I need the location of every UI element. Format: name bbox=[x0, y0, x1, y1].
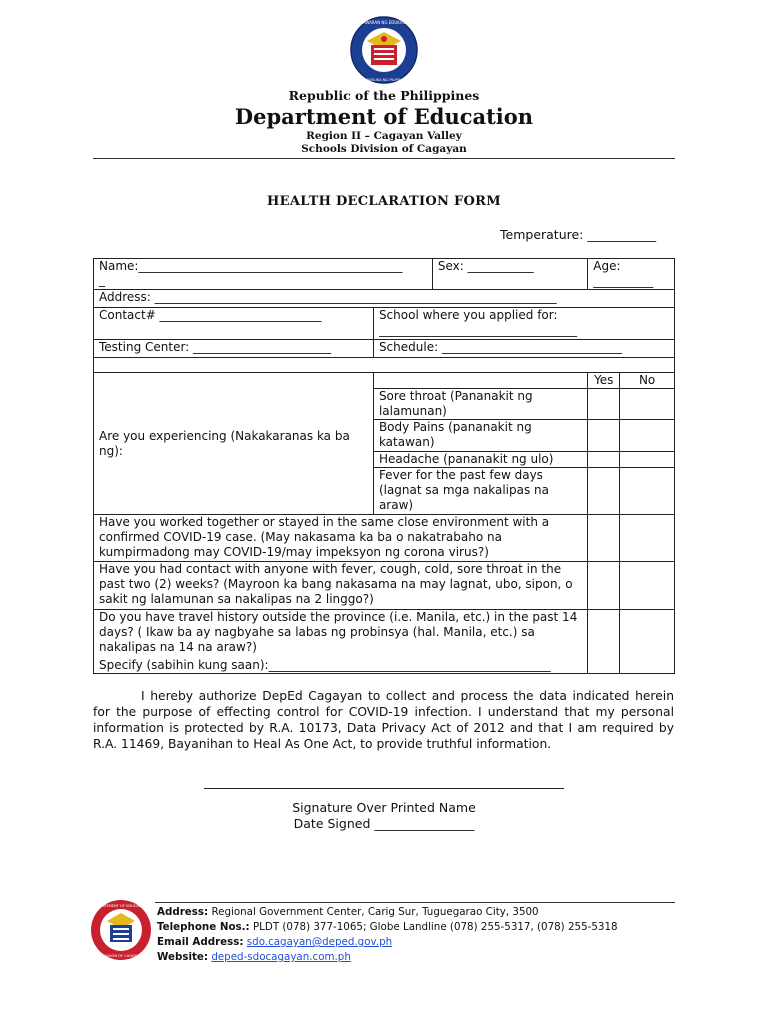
contact-field[interactable]: Contact# ___________________________ bbox=[99, 308, 322, 322]
age-cell[interactable] bbox=[588, 259, 675, 290]
name-cell[interactable] bbox=[94, 259, 433, 290]
schedule-field[interactable]: Schedule: ______________________________ bbox=[378, 340, 622, 354]
symptom-body-pains-yes-box[interactable] bbox=[588, 420, 620, 452]
school-cell[interactable] bbox=[373, 308, 674, 340]
experiencing-question: Are you experiencing (Nakakaranas ka ba ng): bbox=[99, 428, 350, 458]
covid-contact-question: Have you worked together or stayed in the same close environment with a confirmed COVID-19 case. (May nakasama ka ba o nakatrabaho na kumpirmadong may COVID-19/may impeksyon ng corona virus?) bbox=[94, 515, 588, 562]
symptom-header-blank bbox=[373, 373, 587, 389]
symptom-headache-yes-box[interactable] bbox=[588, 452, 620, 468]
school-field: School where you applied for: bbox=[378, 308, 558, 322]
covid-contact-no-box[interactable] bbox=[620, 515, 675, 562]
footer-address-label: Address: bbox=[157, 906, 209, 918]
fever-contact-yes-box[interactable] bbox=[588, 562, 620, 610]
symptom-sore-throat-yes-box[interactable] bbox=[588, 389, 620, 420]
spacer-row bbox=[94, 358, 675, 373]
symptom-label: Headache (pananakit ng ulo) bbox=[373, 452, 587, 468]
region-heading: Region II – Cagayan Valley bbox=[306, 130, 462, 142]
sex-field[interactable]: Sex: ___________ bbox=[437, 259, 534, 273]
division-heading: Schools Division of Cagayan bbox=[301, 143, 467, 155]
svg-text:KAGAWARAN NG EDUKASYON: KAGAWARAN NG EDUKASYON bbox=[354, 20, 414, 25]
footer-website bbox=[157, 951, 351, 963]
footer-address bbox=[157, 906, 539, 918]
footer-divider bbox=[155, 902, 675, 903]
health-declaration-table bbox=[93, 258, 675, 674]
svg-text:DIVISION OF CAGAYAN: DIVISION OF CAGAYAN bbox=[100, 954, 142, 958]
travel-yes-box[interactable] bbox=[588, 610, 620, 674]
address-field[interactable]: Address: ___________________________________________________________________ bbox=[99, 290, 557, 304]
testing-center-cell[interactable] bbox=[94, 340, 374, 358]
date-signed-field[interactable]: Date Signed ________________ bbox=[293, 816, 475, 831]
column-no-header: No bbox=[620, 373, 675, 389]
republic-heading: Republic of the Philippines bbox=[288, 88, 480, 103]
schedule-cell[interactable] bbox=[373, 340, 674, 358]
footer-website-link[interactable]: deped-sdocagayan.com.ph bbox=[211, 951, 351, 963]
sex-cell[interactable] bbox=[432, 259, 587, 290]
address-cell[interactable] bbox=[94, 290, 675, 308]
temperature-field[interactable]: Temperature: ___________ bbox=[500, 227, 657, 242]
symptom-fever-no-box[interactable] bbox=[620, 468, 675, 515]
deped-seal-logo bbox=[349, 15, 419, 85]
travel-question: Do you have travel history outside the province (i.e. Manila, etc.) in the past 14 days? ( Ikaw ba ay nagbyahe sa labas ng probinsya (hal. Manila, etc.) sa nakalipas na 14 na araw?) bbox=[94, 610, 588, 658]
travel-no-box[interactable] bbox=[620, 610, 675, 674]
symptom-body-pains-no-box[interactable] bbox=[620, 420, 675, 452]
footer-website-label: Website: bbox=[157, 951, 209, 963]
symptom-label: Sore throat (Pananakit ng lalamunan) bbox=[373, 389, 587, 420]
contact-cell[interactable] bbox=[94, 308, 374, 340]
symptom-headache-no-box[interactable] bbox=[620, 452, 675, 468]
school-line[interactable]: _________________________________ bbox=[378, 323, 577, 337]
signature-line[interactable] bbox=[204, 788, 564, 789]
symptom-label: Body Pains (pananakit ng katawan) bbox=[373, 420, 587, 452]
symptom-label: Fever for the past few days (lagnat sa mga nakalipas na araw) bbox=[373, 468, 587, 515]
footer-telephone-value: PLDT (078) 377-1065; Globe Landline (078) 255-5317, (078) 255-5318 bbox=[252, 921, 618, 933]
travel-specify-field[interactable]: Specify (sabihin kung saan):_______________________________________________ bbox=[94, 658, 588, 674]
footer-email bbox=[157, 936, 392, 948]
svg-text:DEPARTMENT OF EDUCATION: DEPARTMENT OF EDUCATION bbox=[94, 904, 148, 908]
svg-text:REPUBLIKA NG PILIPINAS: REPUBLIKA NG PILIPINAS bbox=[361, 78, 407, 82]
symptom-sore-throat-no-box[interactable] bbox=[620, 389, 675, 420]
testing-center-field[interactable]: Testing Center: _______________________ bbox=[99, 340, 332, 354]
header-divider bbox=[93, 158, 675, 159]
fever-contact-question: Have you had contact with anyone with fever, cough, cold, sore throat in the past two (2) weeks? (Mayroon ka bang nakasama na may lagnat, ubo, sipon, o sakit ng lalamunan sa nakalipas na 2 linggo?) bbox=[94, 562, 588, 610]
footer-email-link[interactable]: sdo.cagayan@deped.gov.ph bbox=[246, 936, 393, 948]
footer-telephone bbox=[157, 921, 618, 933]
name-field-overflow: _ bbox=[99, 273, 105, 287]
division-seal-logo bbox=[90, 899, 152, 961]
signature-label: Signature Over Printed Name bbox=[292, 800, 476, 815]
covid-contact-yes-box[interactable] bbox=[588, 515, 620, 562]
footer-email-label: Email Address: bbox=[157, 936, 244, 948]
fever-contact-no-box[interactable] bbox=[620, 562, 675, 610]
symptom-fever-yes-box[interactable] bbox=[588, 468, 620, 515]
footer-address-value: Regional Government Center, Carig Sur, Tuguegarao City, 3500 bbox=[211, 906, 539, 918]
department-heading: Department of Education bbox=[234, 104, 534, 129]
consent-paragraph: I hereby authorize DepEd Cagayan to collect and process the data indicated herein for the purpose of effecting control for COVID-19 infection. I understand that my personal information is protected by R.A. 10173, Data Privacy Act of 2012 and that I am required by R.A. 11469, Bayanihan to Heal As One Act, to provide truthful information. bbox=[93, 689, 674, 751]
column-yes-header: Yes bbox=[588, 373, 620, 389]
experiencing-question-cell bbox=[94, 373, 374, 515]
form-title: HEALTH DECLARATION FORM bbox=[267, 194, 501, 209]
name-field[interactable]: Name:____________________________________________ bbox=[99, 259, 403, 273]
age-field[interactable]: Age: __________ bbox=[593, 259, 654, 288]
footer-telephone-label: Telephone Nos.: bbox=[157, 921, 250, 933]
